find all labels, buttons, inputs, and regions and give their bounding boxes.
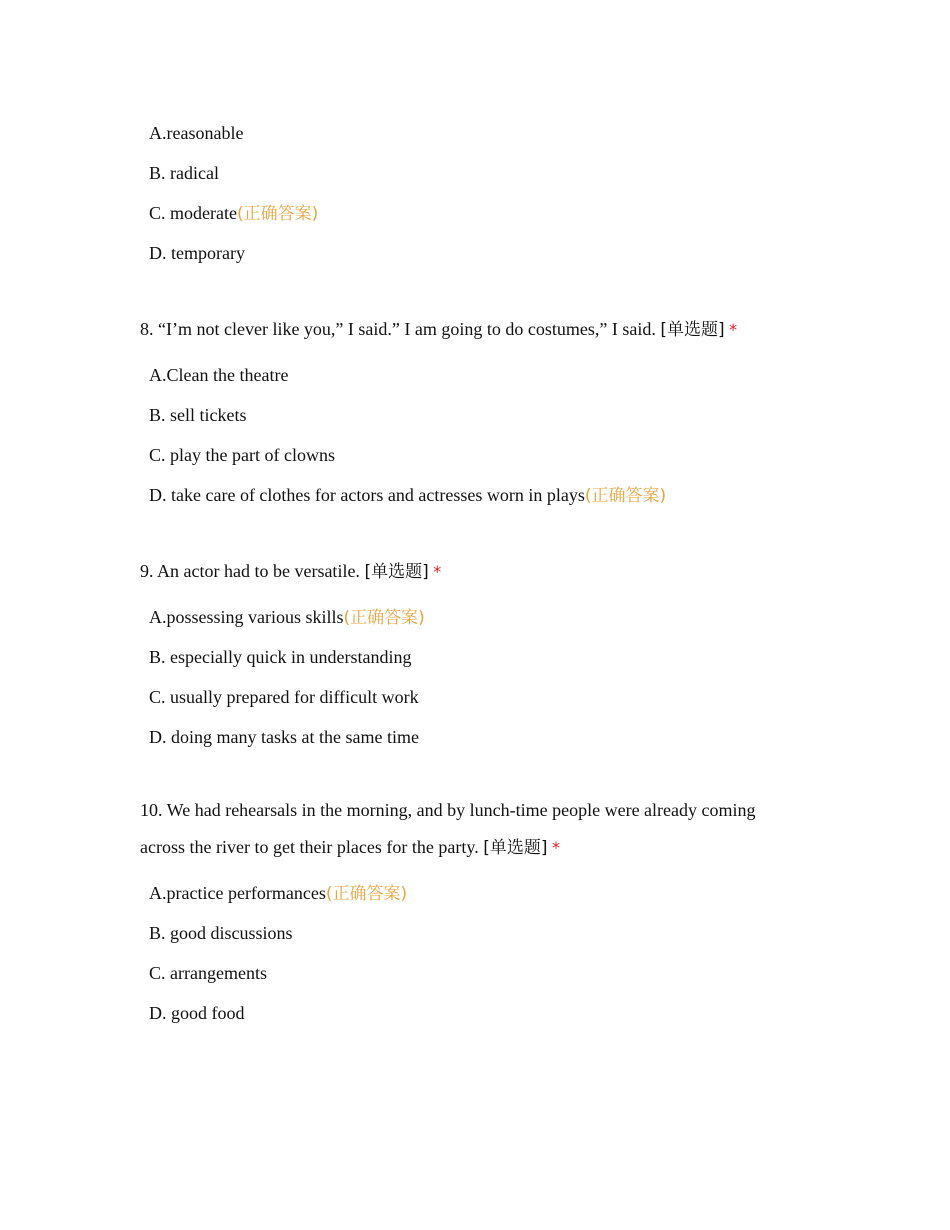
question-8 — [140, 311, 800, 349]
option-8a — [149, 355, 800, 395]
option-text: D. doing many tasks at the same time — [149, 727, 419, 747]
option-7a — [149, 113, 800, 153]
correct-answer-mark: (正确答案) — [584, 486, 667, 506]
option-text: C. moderate — [149, 203, 237, 223]
option-text: D. take care of clothes for actors and actresses worn in plays — [149, 485, 585, 505]
option-10d — [149, 993, 800, 1033]
option-text: A.practice performances — [149, 883, 326, 903]
required-marker: * — [433, 562, 442, 581]
option-text: D. good food — [149, 1003, 245, 1023]
option-text: A.Clean the theatre — [149, 365, 289, 385]
option-9b — [149, 637, 800, 677]
option-10c — [149, 953, 800, 993]
option-text: B. sell tickets — [149, 405, 247, 425]
required-marker: * — [729, 320, 738, 339]
question-9 — [140, 553, 800, 591]
option-9a — [149, 597, 800, 637]
option-10a — [149, 873, 800, 913]
correct-answer-mark: (正确答案) — [325, 884, 408, 904]
option-8d — [149, 475, 800, 515]
question-10 — [140, 792, 790, 867]
question-8-options — [140, 355, 800, 515]
question-type-tag: [单选题] — [483, 838, 548, 858]
correct-answer-mark: (正确答案) — [343, 608, 425, 628]
option-7d — [149, 233, 800, 273]
option-8c — [149, 435, 800, 475]
option-7c — [149, 193, 800, 233]
option-text: C. arrangements — [149, 963, 267, 983]
question-9-options — [140, 597, 800, 757]
option-text: C. usually prepared for difficult work — [149, 687, 419, 707]
question-8-text — [140, 311, 800, 349]
question-10-text — [140, 792, 790, 867]
question-7-options — [140, 113, 800, 273]
option-8b — [149, 395, 800, 435]
option-10b — [149, 913, 800, 953]
option-text: C. play the part of clowns — [149, 445, 335, 465]
question-stem: 10. We had rehearsals in the morning, and by lunch-time people were already coming across the river to get their places for the party. — [140, 800, 756, 857]
question-type-tag: [单选题] — [364, 562, 429, 582]
question-type-tag: [单选题] — [660, 320, 725, 340]
option-text: A.reasonable — [149, 123, 244, 143]
question-10-options — [140, 873, 800, 1033]
required-marker: * — [551, 838, 560, 857]
question-stem: 9. An actor had to be versatile. — [140, 561, 360, 581]
question-9-text — [140, 553, 800, 591]
option-text: B. especially quick in understanding — [149, 647, 412, 667]
option-text: A.possessing various skills — [149, 607, 344, 627]
question-stem: 8. “I’m not clever like you,” I said.” I am going to do costumes,” I said. — [140, 319, 656, 339]
correct-answer-mark: (正确答案) — [236, 204, 319, 224]
option-7b — [149, 153, 800, 193]
option-9c — [149, 677, 800, 717]
option-text: D. temporary — [149, 243, 245, 263]
option-text: B. good discussions — [149, 923, 293, 943]
option-text: B. radical — [149, 163, 219, 183]
option-9d — [149, 717, 800, 757]
